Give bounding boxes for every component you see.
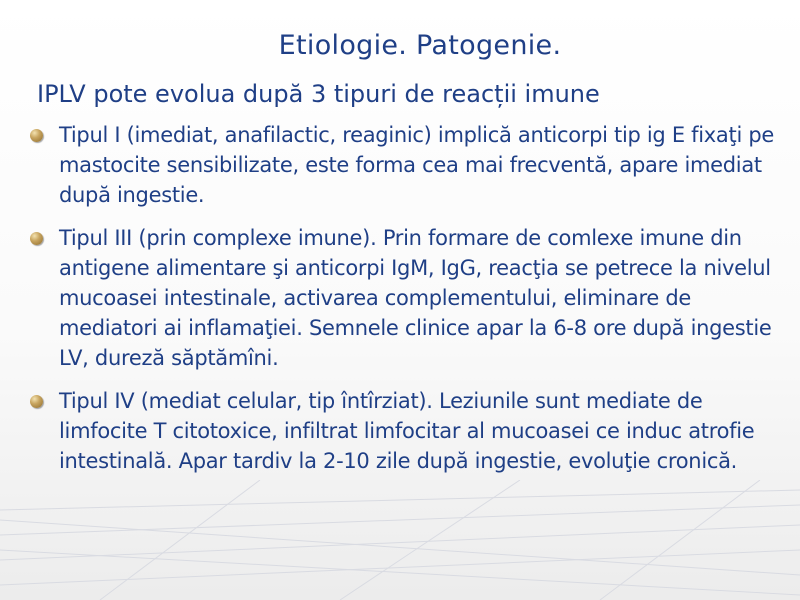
bullet-text: Tipul III (prin complexe imune). Prin formare de comlexe imune din antigene alimentare şi anticorpi IgM, IgG, reacţia se petrece la nivelul mucoasei intestinale, activarea complementului, eliminare de mediatori ai inflamaţiei. Semnele clinice apar la 6-8 ore după ingestie LV, dureză săptămîni. <box>59 226 772 370</box>
bronze-sphere-icon <box>30 129 43 142</box>
bronze-sphere-icon <box>30 395 43 408</box>
bronze-sphere-icon <box>30 232 43 245</box>
background-decoration <box>0 480 800 600</box>
bullet-item-type-1 <box>30 120 790 210</box>
bullet-item-type-3 <box>30 223 790 373</box>
bullet-text: Tipul IV (mediat celular, tip întîrziat). Leziunile sunt mediate de limfocite T citotoxice, infiltrat limfocitar al mucoasei ce induc atrofie intestinală. Apar tardiv la 2-10 zile după ingestie, evoluţie cronică. <box>59 389 755 473</box>
slide-title: Etiologie. Patogenie. <box>278 30 562 61</box>
bullet-list <box>30 120 790 489</box>
slide-subtitle: IPLV pote evolua după 3 tipuri de reacții imune <box>37 80 600 108</box>
bullet-item-type-4 <box>30 386 790 476</box>
bullet-text: Tipul I (imediat, anafilactic, reaginic) implică anticorpi tip ig E fixaţi pe mastocite sensibilizate, este forma cea mai frecventă, apare imediat după ingestie. <box>59 123 774 207</box>
